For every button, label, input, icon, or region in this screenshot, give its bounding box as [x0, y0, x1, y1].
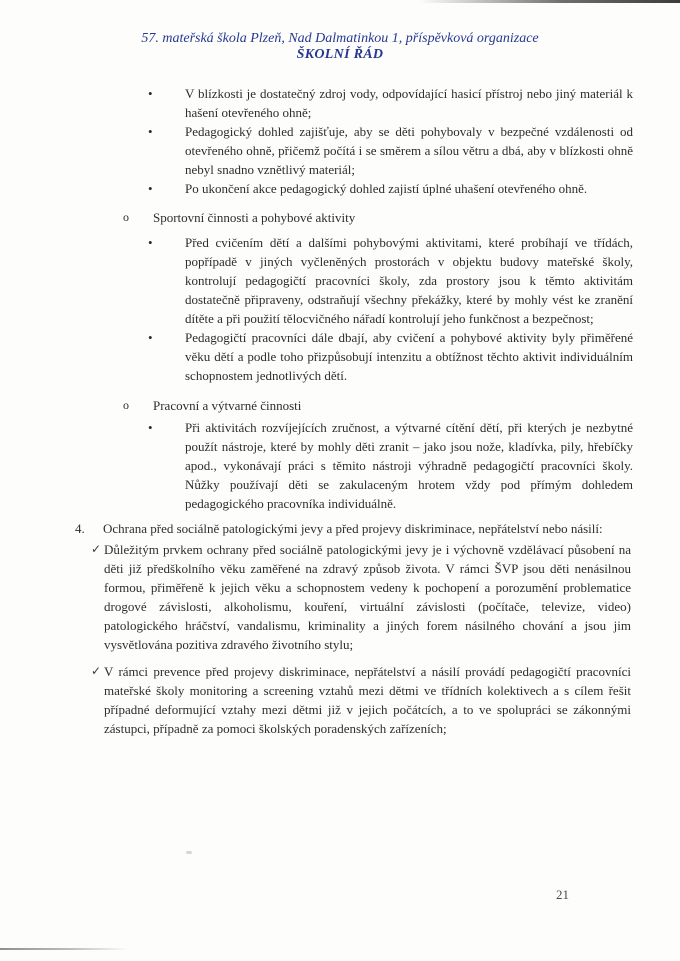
item-number: 4. [75, 521, 85, 536]
bullet-icon: • [148, 181, 153, 196]
checkmark-icon: ✓ [91, 664, 102, 678]
document-body [0, 84, 680, 738]
bullet-icon: • [148, 420, 153, 435]
section-title-row [0, 396, 680, 415]
paragraph: Po ukončení akce pedagogický dohled zajistí úplné uhašení otevřeného ohně. [185, 181, 588, 196]
bullet-icon: • [148, 124, 153, 139]
list-item [0, 328, 680, 385]
section-title: Sportovní činnosti a pohybové aktivity [153, 210, 356, 225]
paragraph: Pedagogičtí pracovníci dále dbají, aby cvičení a pohybové aktivity byly přiměřené věku dětí a podle toho přizpůsobují intenzitu a obtížnost těchto aktivit individuálním schopnostem jednotlivých dětí. [185, 330, 633, 383]
bullet-icon: • [148, 235, 153, 250]
scan-artifact-speck [186, 851, 192, 854]
circle-bullet-icon: o [123, 398, 129, 412]
list-item [0, 179, 680, 198]
document-header [0, 31, 680, 63]
paragraph: Ochrana před sociálně patologickými jevy a před projevy diskriminace, nepřátelství nebo násilí: [103, 521, 603, 536]
section-title: Pracovní a výtvarné činnosti [153, 398, 302, 413]
paragraph: Důležitým prvkem ochrany před sociálně patologickými jevy je i výchovně vzdělávací působení na děti již předškolního věku zaměřené na zdravý způsob života. V rámci ŠVP jsou děti nenásilnou formou, přiměřeně k jejich věku a schopnostem vedeny k pochopení a porozumění problematice drogové závislosti, alkoholismu, kouření, virtuální závislosti (počítače, televize, video) patologického hráčství, vandalismu, kriminality a jiných forem násilného chování a jsou jim vysvětlována pozitiva zdravého životního stylu; [104, 542, 631, 652]
school-name: 57. mateřská škola Plzeň, Nad Dalmatinkou 1, příspěvková organizace [141, 31, 539, 46]
list-item [0, 122, 680, 179]
circle-bullet-icon: o [123, 210, 129, 224]
bullet-icon: • [148, 86, 153, 101]
paragraph: Před cvičením dětí a dalšími pohybovými aktivitami, které probíhají ve třídách, popřípadě v jiných vyčleněných prostorách v objektu budovy mateřské školy, kontrolují pedagogičtí pracovníci školy, zda prostory jsou k těmto aktivitám dostatečně připraveny, odstraňují všechny překážky, které by mohly vést ke zranění dítěte a při použití tělocvičného nářadí kontrolují jeho funkčnost a bezpečnost; [185, 235, 633, 326]
section-title-row [0, 208, 680, 227]
list-item [0, 233, 680, 328]
check-list-item [0, 540, 680, 654]
page-number: 21 [556, 887, 569, 902]
paragraph: Při aktivitách rozvíjejících zručnost, a výtvarné cítění dětí, při kterých je nezbytné použít nástroje, které by mohly děti zranit – jako jsou nože, kladívka, pily, hřebíčky apod., vykonávají práci s těmito nástroji výhradně pedagogičtí pracovníci školy. Nůžky používají děti se zakulaceným hrotem vždy pod přímým dohledem pedagogického pracovníka individuálně. [185, 420, 633, 511]
paragraph: V blízkosti je dostatečný zdroj vody, odpovídající hasicí přístroj nebo jiný materiál k hašení otevřeného ohně; [185, 86, 633, 120]
numbered-item [0, 519, 680, 538]
list-item [0, 84, 680, 122]
check-list-item [0, 662, 680, 738]
scan-artifact-top-edge [418, 0, 680, 3]
bullet-icon: • [148, 330, 153, 345]
list-item [0, 418, 680, 513]
scan-artifact-bottom-edge [0, 948, 128, 950]
checkmark-icon: ✓ [91, 542, 102, 556]
document-title: ŠKOLNÍ ŘÁD [296, 47, 384, 62]
paragraph: Pedagogický dohled zajišťuje, aby se děti pohybovaly v bezpečné vzdálenosti od otevřeného ohně, přičemž počítá i se směrem a sílou větru a dbá, aby v blízkosti ohně nebyl snadno vznětlivý materiál; [185, 124, 633, 177]
paragraph: V rámci prevence před projevy diskriminace, nepřátelství a násilí provádí pedagogičtí pracovníci mateřské školy monitoring a screening vztahů mezi dětmi ve třídních kolektivech a s cílem řešit případné deformující vztahy mezi dětmi již v jejich počátcích, a to ve spolupráci se zákonnými zástupci, případně za pomoci školských poradenských zařízeních; [104, 664, 631, 736]
